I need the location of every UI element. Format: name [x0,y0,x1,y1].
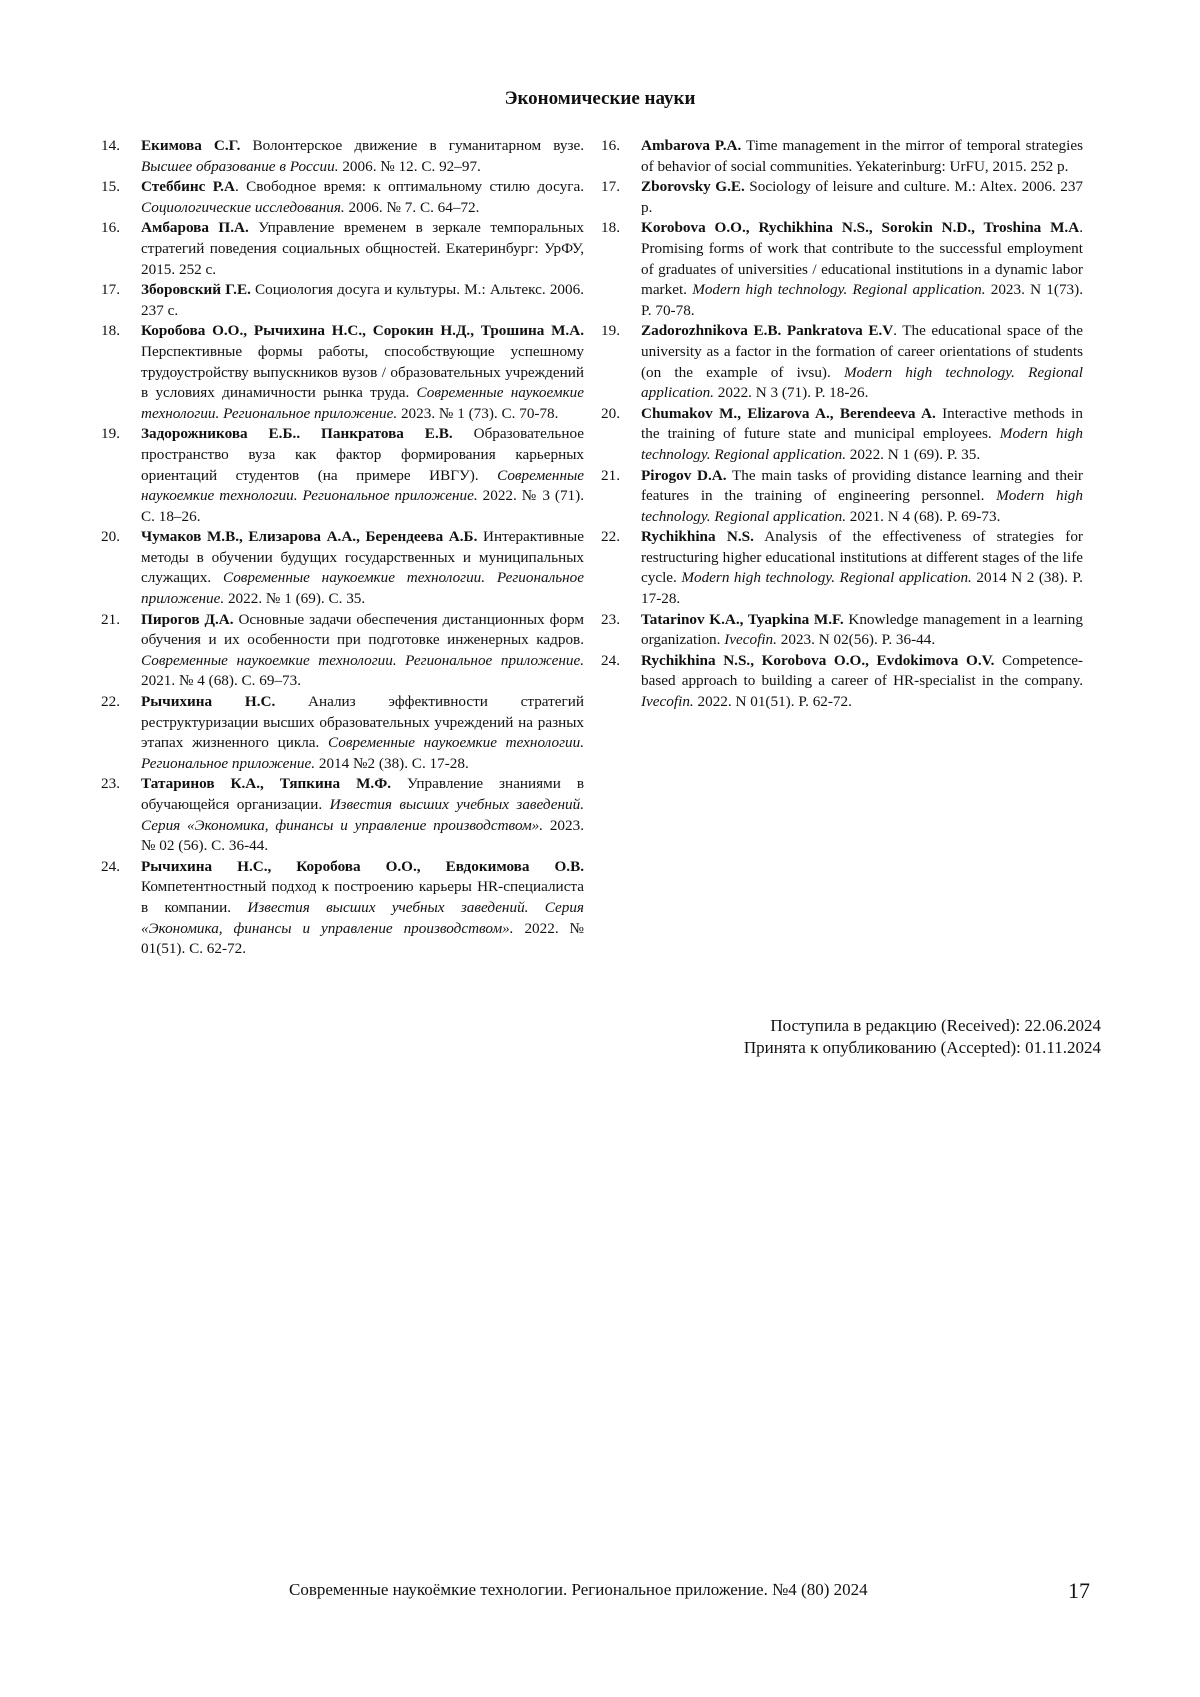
reference-item [101,527,584,609]
reference-item [601,610,1083,651]
reference-authors: Ambarova P.A. [641,137,742,154]
reference-authors: Zborovsky G.E. [641,178,745,196]
reference-text [641,610,1083,651]
reference-number: 17. [101,281,120,299]
reference-item [601,321,1083,403]
reference-item [101,857,584,960]
reference-number: 16. [601,137,620,154]
reference-source: Ivecofin. [724,631,777,649]
reference-text [641,321,1083,403]
reference-item [601,527,1083,609]
reference-number: 23. [101,775,120,793]
reference-authors: Рычихина Н.С., Коробова О.О., Евдокимова О.В. [141,857,584,875]
reference-text [141,177,584,218]
reference-number: 24. [101,857,120,875]
reference-list-russian [101,136,584,960]
reference-authors: Татаринов К.А., Тяпкина М.Ф. [141,775,392,793]
reference-title: Компетентностный подход к построению карьеры HR-специалиста в компании. [141,878,584,916]
reference-source: Социологические исследования. [141,198,345,216]
reference-authors: Zadorozhnikova E.B. Pankratova E.V [641,322,894,340]
reference-text [141,774,584,856]
reference-authors: Задорожникова Е.Б.. Панкратова Е.В. [141,425,453,443]
reference-item [601,218,1083,321]
reference-item [601,136,1083,177]
reference-details: 2022. N 01(51). P. 62-72. [693,693,852,711]
reference-details: 2023. № 02 (56). С. 36-44. [141,816,585,855]
reference-source: Известия высших учебных заведений. Серия «Экономика, финансы и управление производством». [141,898,584,937]
reference-title: . Свободное время: к оптимальному стилю досуга. [234,178,584,196]
reference-item [101,321,584,424]
reference-title: Волонтерское движение в гуманитарном вузе. [240,137,585,154]
reference-text [141,857,584,960]
section-title: Экономические науки [504,88,696,109]
reference-title: Управление знаниями в обучающейся организации. [141,775,585,813]
reference-source: Modern high technology. Regional application. [641,425,1083,463]
reference-number: 18. [101,322,120,340]
reference-item [101,136,584,177]
reference-source: Современные наукоемкие технологии. Региональное приложение. [141,734,584,772]
reference-authors: Korobova O.O., Rychikhina N.S., Sorokin N.D., Troshina M.A [641,219,1080,237]
reference-details: 2023. N 1(73). P. 70-78. [641,281,1083,319]
reference-title: Перспективные формы работы, способствующие успешному трудоустройству выпускников вузов / образовательных учреждений в условиях динамичности рынка труда. [141,342,584,402]
reference-source: Современные наукоемкие технологии. Региональное приложение. [141,651,584,669]
reference-title: Интерактивные методы в обучении будущих государственных и муниципальных служащих. [141,528,584,587]
reference-title: Time management in the mirror of temporal strategies of behavior of social communities. Yekaterinburg: UrFU, 2015. 252 p. [641,137,1083,175]
reference-text [641,527,1083,609]
journal-title: Современные наукоёмкие технологии. Региональное приложение. №4 (80) 2024 [289,1580,868,1599]
reference-number: 17. [601,178,620,196]
reference-text [641,177,1083,218]
reference-authors: Чумаков М.В., Елизарова А.А., Берендеева А.Б. [141,528,478,546]
reference-title: Sociology of leisure and culture. M.: Altex. 2006. 237 p. [641,178,1084,216]
reference-authors: Chumakov M., Elizarova A., Berendeeva A. [641,404,936,422]
reference-details: 2022. N 3 (71). P. 18-26. [713,384,869,402]
reference-authors: Tatarinov K.A., Tyapkina M.F. [641,610,844,628]
reference-list-english [601,136,1083,713]
reference-item [101,610,584,692]
reference-number: 19. [101,425,120,443]
reference-title: Образовательное пространство вуза как фактор формирования карьерных ориентаций студентов (на примере ИВГУ). [141,425,584,484]
reference-source: Известия высших учебных заведений. Серия «Экономика, финансы и управление производством». [141,796,585,834]
reference-number: 22. [601,528,620,546]
reference-text [641,136,1083,177]
reference-item [101,774,584,856]
reference-text [141,321,584,424]
reference-number: 19. [601,322,620,340]
reference-text [141,218,584,280]
reference-title: Interactive methods in the training of future state and municipal employees. [641,404,1083,443]
submission-dates [744,1015,1101,1059]
reference-authors: Зборовский Г.Е. [141,281,251,299]
reference-item [601,466,1083,528]
reference-text [141,692,584,774]
reference-details: 2023. N 02(56). P. 36-44. [776,631,936,649]
reference-details: 2021. N 4 (68). P. 69-73. [846,507,1001,525]
reference-text [141,280,584,321]
reference-text [641,404,1083,466]
reference-text [641,651,1083,713]
reference-number: 21. [101,610,120,628]
reference-source: Современные наукоемкие технологии. Региональное приложение. [141,384,585,422]
reference-text [641,218,1083,321]
reference-details: 2006. № 12. С. 92–97. [338,157,481,175]
reference-item [101,280,584,321]
reference-details: 2014 N 2 (38). P. 17-28. [641,569,1083,608]
reference-source: Modern high technology. Regional application. [641,487,1083,525]
reference-authors: Rychikhina N.S., Korobova O.O., Evdokimova O.V. [641,651,995,669]
reference-details: 2006. № 7. С. 64–72. [344,198,480,216]
reference-authors: Коробова О.О., Рычихина Н.С., Сорокин Н.Д., Трошина М.А. [141,322,584,340]
reference-source: Modern high technology. Regional application. [681,569,972,587]
reference-number: 14. [101,137,120,154]
reference-authors: Рычихина Н.С. [141,693,276,711]
reference-title: Knowledge management in a learning organization. [641,610,1083,649]
reference-number: 22. [101,693,120,711]
reference-source: Высшее образование в России. [141,157,339,175]
reference-number: 15. [101,178,120,196]
reference-number: 23. [601,610,620,628]
reference-item [601,177,1083,218]
reference-text [141,527,584,609]
reference-title: Competence-based approach to building a career of HR-specialist in the company. [641,651,1083,690]
reference-item [101,692,584,774]
accepted-date: Принята к опубликованию (Accepted): 01.11.2024 [743,1038,1101,1057]
reference-title: Социология досуга и культуры. М.: Альтекс. 2006. 237 с. [141,281,585,319]
reference-number: 24. [601,651,620,669]
reference-authors: Пирогов Д.А. [141,610,234,628]
reference-details: 2022. № 01(51). С. 62-72. [141,919,584,958]
reference-details: 2014 №2 (38). С. 17-28. [315,754,469,772]
reference-title: Основные задачи обеспечения дистанционных форм обучения и их особенности при подготовке инженерных кадров. [141,610,584,649]
reference-authors: Pirogov D.A. [641,466,727,484]
reference-authors: Екимова С.Г. [141,137,241,154]
reference-number: 18. [601,219,620,237]
reference-item [601,404,1083,466]
reference-authors: Амбарова П.А. [141,219,249,237]
reference-number: 20. [101,528,120,546]
reference-authors: Rychikhina N.S. [641,528,754,546]
reference-details: 2023. № 1 (73). С. 70-78. [397,404,559,422]
reference-text [141,610,584,692]
reference-title: The main tasks of providing distance learning and their features in the training of engineering personnel. [641,466,1083,505]
reference-details: 2021. № 4 (68). С. 69–73. [141,672,302,690]
reference-authors: Стеббинс Р.А [141,178,235,196]
reference-source: Modern high technology. Regional application. [641,363,1083,402]
reference-details: 2022. № 1 (69). С. 35. [224,590,366,608]
reference-number: 16. [101,219,120,237]
reference-title: Управление временем в зеркале темпоральных стратегий поведения социальных общностей. Екатеринбург: УрФУ, 2015. 252 с. [141,219,584,278]
reference-item [101,218,584,280]
reference-source: Modern high technology. Regional application. [692,281,986,299]
reference-number: 20. [601,404,620,422]
reference-text [641,466,1083,528]
reference-item [101,177,584,218]
reference-text [141,424,584,527]
reference-title: Analysis of the effectiveness of strategies for restructuring higher educational institutions at different stages of the life cycle. [641,528,1083,587]
reference-title: . Promising forms of work that contribute to the successful employment of graduates of universities / educational institutions in a dynamic labor market. [641,219,1083,299]
reference-title: . The educational space of the university as a factor in the formation of career orientations of students (on the example of ivsu). [641,322,1083,381]
reference-title: Анализ эффективности стратегий реструктуризации высших образовательных учреждений на разных этапах жизненного цикла. [141,693,585,752]
reference-details: 2022. № 3 (71). С. 18–26. [141,487,585,525]
reference-text [141,136,584,177]
received-date: Поступила в редакцию (Received): 22.06.2024 [770,1016,1101,1035]
reference-source: Ivecofin. [641,693,694,711]
reference-item [101,424,584,527]
page-number: 17 [1068,1578,1090,1603]
reference-details: 2022. N 1 (69). P. 35. [846,445,981,463]
reference-source: Современные наукоемкие технологии. Региональное приложение. [141,569,584,608]
reference-item [601,651,1083,713]
reference-source: Современные наукоемкие технологии. Региональное приложение. [141,466,584,505]
reference-number: 21. [601,466,620,484]
